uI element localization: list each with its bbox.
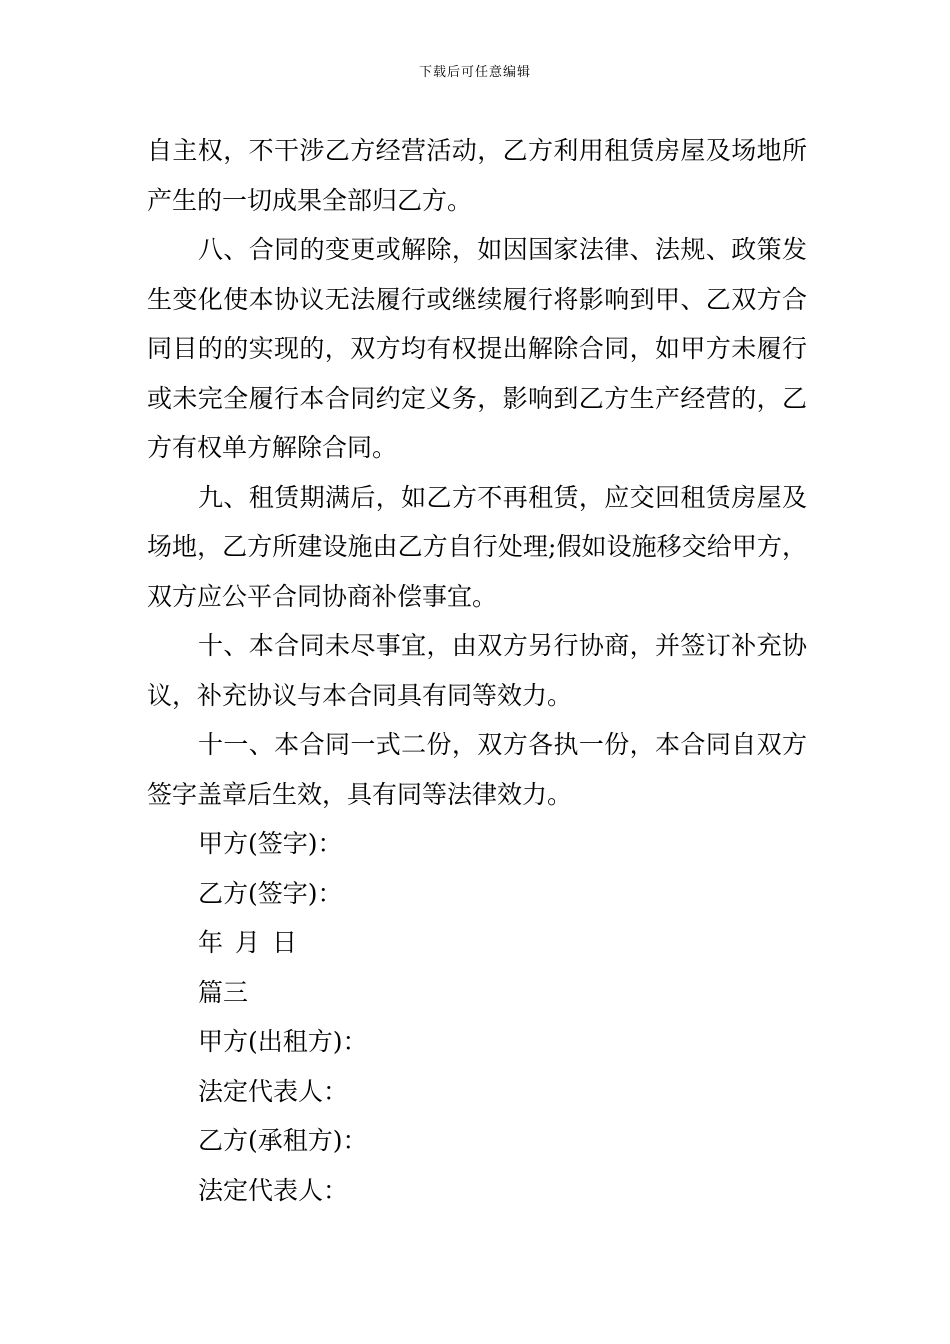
document-body [147,126,807,1215]
date-line [147,918,807,968]
lessor-line: 甲方(出租方)： [198,1027,368,1056]
lessee-representative-line: 法定代表人： [198,1175,349,1205]
paragraph-continuation: 自主权，不干涉乙方经营活动，乙方利用租赁房屋及场地所产生的一切成果全部归乙方。 [147,136,807,215]
page-header: 下载后可任意编辑 [418,65,531,80]
section-title: 篇三 [198,977,249,1007]
paragraph-clause-10: 十、本合同未尽事宜，由双方另行协商，并签订补充协议，补充协议与本合同具有同等效力。 [147,631,807,710]
date-day: 日 [272,928,298,957]
party-a-signature-line: 甲方(签字)： [198,829,343,858]
paragraph-clause-11: 十一、本合同一式二份，双方各执一份，本合同自双方签字盖章后生效，具有同等法律效力。 [147,730,807,809]
date-month: 月 [235,928,261,957]
paragraph-clause-8: 八、合同的变更或解除，如因国家法律、法规、政策发生变化使本协议无法履行或继续履行将影响到甲、乙双方合同目的的实现的，双方均有权提出解除合同，如甲方未履行或未完全履行本合同约定义务，影响到乙方生产经营的，乙方有权单方解除合同。 [147,235,807,462]
lessee-line: 乙方(承租方)： [198,1126,368,1155]
party-b-signature-line: 乙方(签字)： [198,878,343,908]
date-year: 年 [198,928,224,957]
lessor-representative-line: 法定代表人： [198,1076,349,1106]
paragraph-clause-9: 九、租赁期满后，如乙方不再租赁，应交回租赁房屋及场地，乙方所建设施由乙方自行处理;假如设施移交给甲方，双方应公平合同协商补偿事宜。 [147,482,807,611]
